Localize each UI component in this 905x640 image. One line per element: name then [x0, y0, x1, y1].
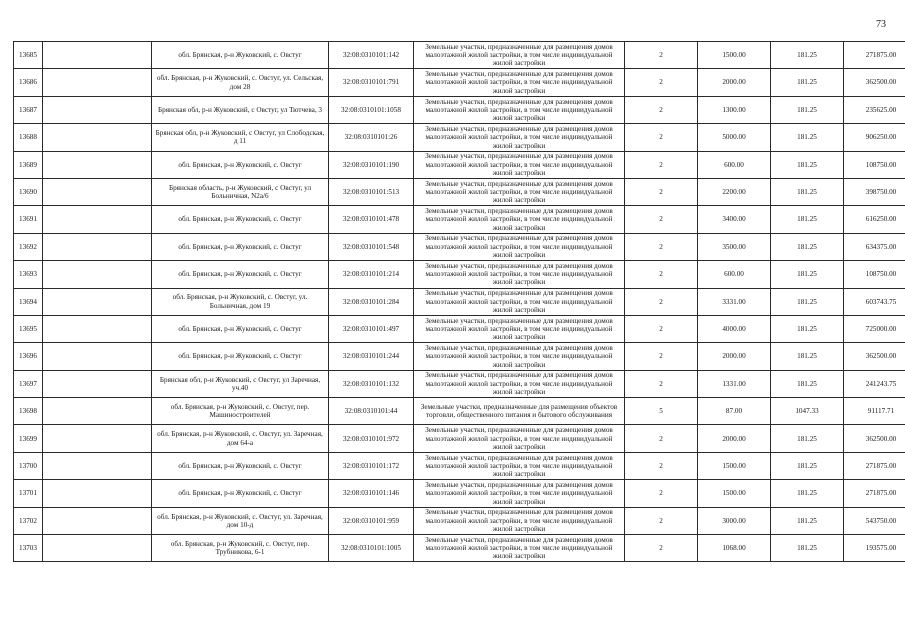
cadastral-number-cell: 32:08:0310101:44 — [329, 398, 414, 425]
use-group-cell: 2 — [625, 42, 698, 69]
specific-value-cell: 181.25 — [771, 96, 844, 123]
address-cell: обл. Брянская, р-н Жуковский, с. Овстуг — [152, 261, 329, 288]
row-number: 13691 — [14, 206, 43, 233]
blank-cell — [43, 343, 152, 370]
cadastral-value-cell: 362500.00 — [844, 343, 905, 370]
area-cell: 600.00 — [698, 261, 771, 288]
cadastral-number-cell: 32:08:0310101:190 — [329, 151, 414, 178]
address-cell: обл. Брянская, р-н Жуковский, с. Овстуг — [152, 452, 329, 479]
blank-cell — [43, 288, 152, 315]
area-cell: 1500.00 — [698, 452, 771, 479]
area-cell: 1331.00 — [698, 370, 771, 397]
use-group-cell: 2 — [625, 124, 698, 151]
cadastral-number-cell: 32:08:0310101:214 — [329, 261, 414, 288]
area-cell: 87.00 — [698, 398, 771, 425]
permitted-use-cell: Земельные участки, предназначенные для размещения домов малоэтажной жилой застройки, в том числе индивидуальной жилой застройки — [414, 233, 625, 260]
address-cell: обл. Брянская, р-н Жуковский, с. Овстуг, пер. Трубникова, 6-1 — [152, 535, 329, 562]
row-number: 13700 — [14, 452, 43, 479]
cadastral-value-cell: 362500.00 — [844, 69, 905, 96]
table-row — [14, 370, 905, 397]
table-row — [14, 151, 905, 178]
cadastral-number-cell: 32:08:0310101:1058 — [329, 96, 414, 123]
use-group-cell: 2 — [625, 535, 698, 562]
table-row — [14, 124, 905, 151]
row-number: 13701 — [14, 480, 43, 507]
specific-value-cell: 181.25 — [771, 343, 844, 370]
blank-cell — [43, 206, 152, 233]
use-group-cell: 5 — [625, 398, 698, 425]
blank-cell — [43, 370, 152, 397]
address-cell: обл. Брянская, р-н Жуковский, с. Овстуг, пер. Машиностроителей — [152, 398, 329, 425]
address-cell: обл. Брянская, р-н Жуковский, с. Овстуг, ул. Заречная, дом 10-д — [152, 507, 329, 534]
specific-value-cell: 181.25 — [771, 425, 844, 452]
use-group-cell: 2 — [625, 178, 698, 205]
address-cell: обл. Брянская, р-н Жуковский, с. Овстуг — [152, 151, 329, 178]
cadastral-number-cell: 32:08:0310101:244 — [329, 343, 414, 370]
table-row — [14, 535, 905, 562]
address-cell: обл. Брянская, р-н Жуковский, с. Овстуг, ул. Больничная, дом 19 — [152, 288, 329, 315]
cadastral-number-cell: 32:08:0310101:1005 — [329, 535, 414, 562]
table-row — [14, 178, 905, 205]
permitted-use-cell: Земельные участки, предназначенные для размещения домов малоэтажной жилой застройки, в том числе индивидуальной жилой застройки — [414, 425, 625, 452]
area-cell: 2000.00 — [698, 425, 771, 452]
cadastral-number-cell: 32:08:0310101:791 — [329, 69, 414, 96]
cadastral-number-cell: 32:08:0310101:497 — [329, 315, 414, 342]
cadastral-number-cell: 32:08:0310101:959 — [329, 507, 414, 534]
cadastral-value-cell: 634375.00 — [844, 233, 905, 260]
address-cell: Брянская обл, р-н Жуковский, с Овстуг, ул Заречная, уч.40 — [152, 370, 329, 397]
row-number: 13690 — [14, 178, 43, 205]
use-group-cell: 2 — [625, 288, 698, 315]
specific-value-cell: 181.25 — [771, 507, 844, 534]
blank-cell — [43, 480, 152, 507]
permitted-use-cell: Земельные участки, предназначенные для размещения домов малоэтажной жилой застройки, в том числе индивидуальной жилой застройки — [414, 206, 625, 233]
specific-value-cell: 181.25 — [771, 233, 844, 260]
blank-cell — [43, 535, 152, 562]
address-cell: обл. Брянская, р-н Жуковский, с. Овстуг — [152, 233, 329, 260]
cadastral-number-cell: 32:08:0310101:142 — [329, 42, 414, 69]
cadastral-value-cell: 906250.00 — [844, 124, 905, 151]
page-number: 73 — [876, 19, 886, 30]
table-row — [14, 233, 905, 260]
table-row — [14, 425, 905, 452]
cadastral-value-cell: 271875.00 — [844, 42, 905, 69]
table-row — [14, 343, 905, 370]
specific-value-cell: 181.25 — [771, 124, 844, 151]
permitted-use-cell: Земельные участки, предназначенные для размещения домов малоэтажной жилой застройки, в том числе индивидуальной жилой застройки — [414, 151, 625, 178]
address-cell: Брянская обл, р-н Жуковский, с Овстуг, ул Слободская, д 11 — [152, 124, 329, 151]
cadastral-number-cell: 32:08:0310101:26 — [329, 124, 414, 151]
cadastral-number-cell: 32:08:0310101:172 — [329, 452, 414, 479]
permitted-use-cell: Земельные участки, предназначенные для размещения домов малоэтажной жилой застройки, в том числе индивидуальной жилой застройки — [414, 535, 625, 562]
table-row — [14, 315, 905, 342]
use-group-cell: 2 — [625, 480, 698, 507]
cadastral-value-table — [13, 41, 905, 562]
use-group-cell: 2 — [625, 452, 698, 479]
use-group-cell: 2 — [625, 206, 698, 233]
area-cell: 5000.00 — [698, 124, 771, 151]
cadastral-value-cell: 603743.75 — [844, 288, 905, 315]
specific-value-cell: 181.25 — [771, 452, 844, 479]
specific-value-cell: 181.25 — [771, 315, 844, 342]
specific-value-cell: 181.25 — [771, 480, 844, 507]
cadastral-value-cell: 241243.75 — [844, 370, 905, 397]
row-number: 13697 — [14, 370, 43, 397]
cadastral-number-cell: 32:08:0310101:284 — [329, 288, 414, 315]
use-group-cell: 2 — [625, 425, 698, 452]
specific-value-cell: 181.25 — [771, 261, 844, 288]
use-group-cell: 2 — [625, 96, 698, 123]
permitted-use-cell: Земельные участки, предназначенные для размещения домов малоэтажной жилой застройки, в том числе индивидуальной жилой застройки — [414, 178, 625, 205]
table-row — [14, 206, 905, 233]
table-row — [14, 452, 905, 479]
table-row — [14, 42, 905, 69]
area-cell: 1500.00 — [698, 480, 771, 507]
use-group-cell: 2 — [625, 370, 698, 397]
blank-cell — [43, 315, 152, 342]
permitted-use-cell: Земельные участки, предназначенные для размещения домов малоэтажной жилой застройки, в том числе индивидуальной жилой застройки — [414, 452, 625, 479]
table-row — [14, 507, 905, 534]
cadastral-value-cell: 543750.00 — [844, 507, 905, 534]
area-cell: 2000.00 — [698, 343, 771, 370]
blank-cell — [43, 398, 152, 425]
blank-cell — [43, 42, 152, 69]
cadastral-value-cell: 725000.00 — [844, 315, 905, 342]
table-row — [14, 261, 905, 288]
cadastral-value-cell: 91117.71 — [844, 398, 905, 425]
area-cell: 3000.00 — [698, 507, 771, 534]
area-cell: 4000.00 — [698, 315, 771, 342]
row-number: 13687 — [14, 96, 43, 123]
cadastral-number-cell: 32:08:0310101:146 — [329, 480, 414, 507]
area-cell: 3331.00 — [698, 288, 771, 315]
row-number: 13692 — [14, 233, 43, 260]
permitted-use-cell: Земельные участки, предназначенные для размещения домов малоэтажной жилой застройки, в том числе индивидуальной жилой застройки — [414, 261, 625, 288]
address-cell: Брянская область, р-н Жуковский, с Овстуг, ул Больничная, N2а/6 — [152, 178, 329, 205]
permitted-use-cell: Земельные участки, предназначенные для размещения домов малоэтажной жилой застройки, в том числе индивидуальной жилой застройки — [414, 69, 625, 96]
specific-value-cell: 181.25 — [771, 151, 844, 178]
cadastral-number-cell: 32:08:0310101:478 — [329, 206, 414, 233]
address-cell: обл. Брянская, р-н Жуковский, с. Овстуг — [152, 343, 329, 370]
permitted-use-cell: Земельные участки, предназначенные для размещения домов малоэтажной жилой застройки, в том числе индивидуальной жилой застройки — [414, 343, 625, 370]
use-group-cell: 2 — [625, 69, 698, 96]
cadastral-value-cell: 362500.00 — [844, 425, 905, 452]
specific-value-cell: 181.25 — [771, 178, 844, 205]
permitted-use-cell: Земельные участки, предназначенные для размещения домов малоэтажной жилой застройки, в том числе индивидуальной жилой застройки — [414, 124, 625, 151]
blank-cell — [43, 178, 152, 205]
permitted-use-cell: Земельные участки, предназначенные для размещения домов малоэтажной жилой застройки, в том числе индивидуальной жилой застройки — [414, 370, 625, 397]
specific-value-cell: 181.25 — [771, 370, 844, 397]
specific-value-cell: 181.25 — [771, 535, 844, 562]
row-number: 13694 — [14, 288, 43, 315]
cadastral-number-cell: 32:08:0310101:513 — [329, 178, 414, 205]
row-number: 13685 — [14, 42, 43, 69]
permitted-use-cell: Земельные участки, предназначенные для размещения домов малоэтажной жилой застройки, в том числе индивидуальной жилой застройки — [414, 288, 625, 315]
blank-cell — [43, 69, 152, 96]
cadastral-value-cell: 271875.00 — [844, 480, 905, 507]
cadastral-value-cell: 193575.00 — [844, 535, 905, 562]
table-body — [14, 42, 905, 562]
area-cell: 2200.00 — [698, 178, 771, 205]
permitted-use-cell: Земельные участки, предназначенные для размещения домов малоэтажной жилой застройки, в том числе индивидуальной жилой застройки — [414, 480, 625, 507]
address-cell: Брянская обл, р-н Жуковский, с Овстуг, ул Тютчева, 3 — [152, 96, 329, 123]
blank-cell — [43, 233, 152, 260]
row-number: 13695 — [14, 315, 43, 342]
permitted-use-cell: Земельные участки, предназначенные для размещения домов малоэтажной жилой застройки, в том числе индивидуальной жилой застройки — [414, 507, 625, 534]
area-cell: 2000.00 — [698, 69, 771, 96]
specific-value-cell: 181.25 — [771, 69, 844, 96]
area-cell: 1300.00 — [698, 96, 771, 123]
specific-value-cell: 1047.33 — [771, 398, 844, 425]
use-group-cell: 2 — [625, 261, 698, 288]
area-cell: 3500.00 — [698, 233, 771, 260]
area-cell: 1068.00 — [698, 535, 771, 562]
use-group-cell: 2 — [625, 151, 698, 178]
area-cell: 3400.00 — [698, 206, 771, 233]
specific-value-cell: 181.25 — [771, 288, 844, 315]
cadastral-value-cell: 398750.00 — [844, 178, 905, 205]
table-row — [14, 398, 905, 425]
permitted-use-cell: Земельные участки, предназначенные для размещения объектов торговли, общественного питания и бытового обслуживания — [414, 398, 625, 425]
blank-cell — [43, 507, 152, 534]
table-row — [14, 69, 905, 96]
address-cell: обл. Брянская, р-н Жуковский, с. Овстуг, ул. Сельская, дом 28 — [152, 69, 329, 96]
permitted-use-cell: Земельные участки, предназначенные для размещения домов малоэтажной жилой застройки, в том числе индивидуальной жилой застройки — [414, 96, 625, 123]
specific-value-cell: 181.25 — [771, 206, 844, 233]
row-number: 13703 — [14, 535, 43, 562]
row-number: 13693 — [14, 261, 43, 288]
cadastral-number-cell: 32:08:0310101:972 — [329, 425, 414, 452]
area-cell: 1500.00 — [698, 42, 771, 69]
use-group-cell: 2 — [625, 315, 698, 342]
blank-cell — [43, 124, 152, 151]
address-cell: обл. Брянская, р-н Жуковский, с. Овстуг, ул. Заречная, дом 64-а — [152, 425, 329, 452]
cadastral-value-cell: 108750.00 — [844, 151, 905, 178]
area-cell: 600.00 — [698, 151, 771, 178]
address-cell: обл. Брянская, р-н Жуковский, с. Овстуг — [152, 315, 329, 342]
cadastral-number-cell: 32:08:0310101:132 — [329, 370, 414, 397]
blank-cell — [43, 151, 152, 178]
permitted-use-cell: Земельные участки, предназначенные для размещения домов малоэтажной жилой застройки, в том числе индивидуальной жилой застройки — [414, 42, 625, 69]
specific-value-cell: 181.25 — [771, 42, 844, 69]
address-cell: обл. Брянская, р-н Жуковский, с. Овстуг — [152, 206, 329, 233]
table-row — [14, 480, 905, 507]
row-number: 13698 — [14, 398, 43, 425]
row-number: 13686 — [14, 69, 43, 96]
cadastral-value-cell: 271875.00 — [844, 452, 905, 479]
blank-cell — [43, 96, 152, 123]
cadastral-value-cell: 616250.00 — [844, 206, 905, 233]
blank-cell — [43, 452, 152, 479]
row-number: 13696 — [14, 343, 43, 370]
row-number: 13699 — [14, 425, 43, 452]
use-group-cell: 2 — [625, 233, 698, 260]
use-group-cell: 2 — [625, 343, 698, 370]
address-cell: обл. Брянская, р-н Жуковский, с. Овстуг — [152, 42, 329, 69]
blank-cell — [43, 425, 152, 452]
row-number: 13702 — [14, 507, 43, 534]
permitted-use-cell: Земельные участки, предназначенные для размещения домов малоэтажной жилой застройки, в том числе индивидуальной жилой застройки — [414, 315, 625, 342]
use-group-cell: 2 — [625, 507, 698, 534]
table-row — [14, 288, 905, 315]
address-cell: обл. Брянская, р-н Жуковский, с. Овстуг — [152, 480, 329, 507]
cadastral-value-cell: 235625.00 — [844, 96, 905, 123]
blank-cell — [43, 261, 152, 288]
row-number: 13688 — [14, 124, 43, 151]
cadastral-number-cell: 32:08:0310101:548 — [329, 233, 414, 260]
cadastral-value-cell: 108750.00 — [844, 261, 905, 288]
row-number: 13689 — [14, 151, 43, 178]
table-row — [14, 96, 905, 123]
